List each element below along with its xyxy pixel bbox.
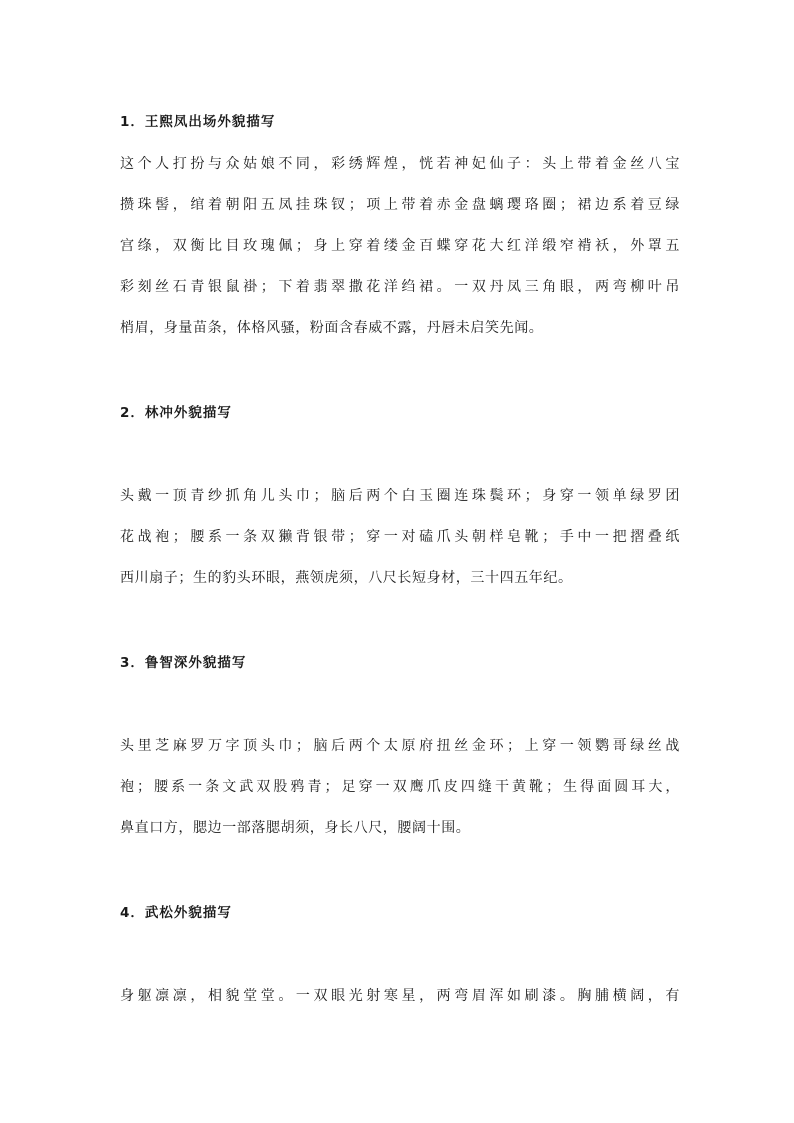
paragraph-line: 身躯凛凛，相貌堂堂。一双眼光射寒星，两弯眉浑如刷漆。胸脯横阔，有 (120, 988, 680, 1004)
paragraph-line: 袍；腰系一条文武双股鸦青；足穿一双鹰爪皮四缝干黄靴；生得面圆耳大， (120, 779, 680, 795)
section-heading: 1．王熙凤出场外貌描写 (120, 114, 276, 130)
section-heading: 3．鲁智深外貌描写 (120, 655, 247, 671)
paragraph-line: 花战袍；腰系一条双獭背银带；穿一对磕爪头朝样皂靴；手中一把摺叠纸 (120, 529, 680, 545)
section-heading: 2．林冲外貌描写 (120, 405, 232, 421)
paragraph-line: 鼻直口方，腮边一部落腮胡须，身长八尺，腰阔十围。 (120, 820, 471, 836)
section-heading: 4．武松外貌描写 (120, 905, 232, 921)
paragraph-line: 头戴一顶青纱抓角儿头巾；脑后两个白玉圈连珠鬓环；身穿一领单绿罗团 (120, 488, 680, 504)
paragraph-line: 头里芝麻罗万字顶头巾；脑后两个太原府扭丝金环；上穿一领鹦哥绿丝战 (120, 738, 680, 754)
paragraph-line: 攒珠髻，绾着朝阳五凤挂珠钗；项上带着赤金盘螭璎珞圈；裙边系着豆绿 (120, 197, 680, 213)
paragraph-line: 这个人打扮与众姑娘不同，彩绣辉煌，恍若神妃仙子：头上带着金丝八宝 (120, 156, 680, 172)
paragraph-line: 西川扇子；生的豹头环眼，燕领虎须，八尺长短身材，三十四五年纪。 (120, 570, 573, 586)
paragraph-line: 梢眉，身量苗条，体格风骚，粉面含春威不露，丹唇未启笑先闻。 (120, 320, 544, 336)
paragraph-line: 宫绦，双衡比目玫瑰佩；身上穿着缕金百蝶穿花大红洋缎窄褙袄，外罩五 (120, 238, 680, 254)
paragraph-line: 彩刻丝石青银鼠褂；下着翡翠撒花洋绉裙。一双丹凤三角眼，两弯柳叶吊 (120, 279, 680, 295)
